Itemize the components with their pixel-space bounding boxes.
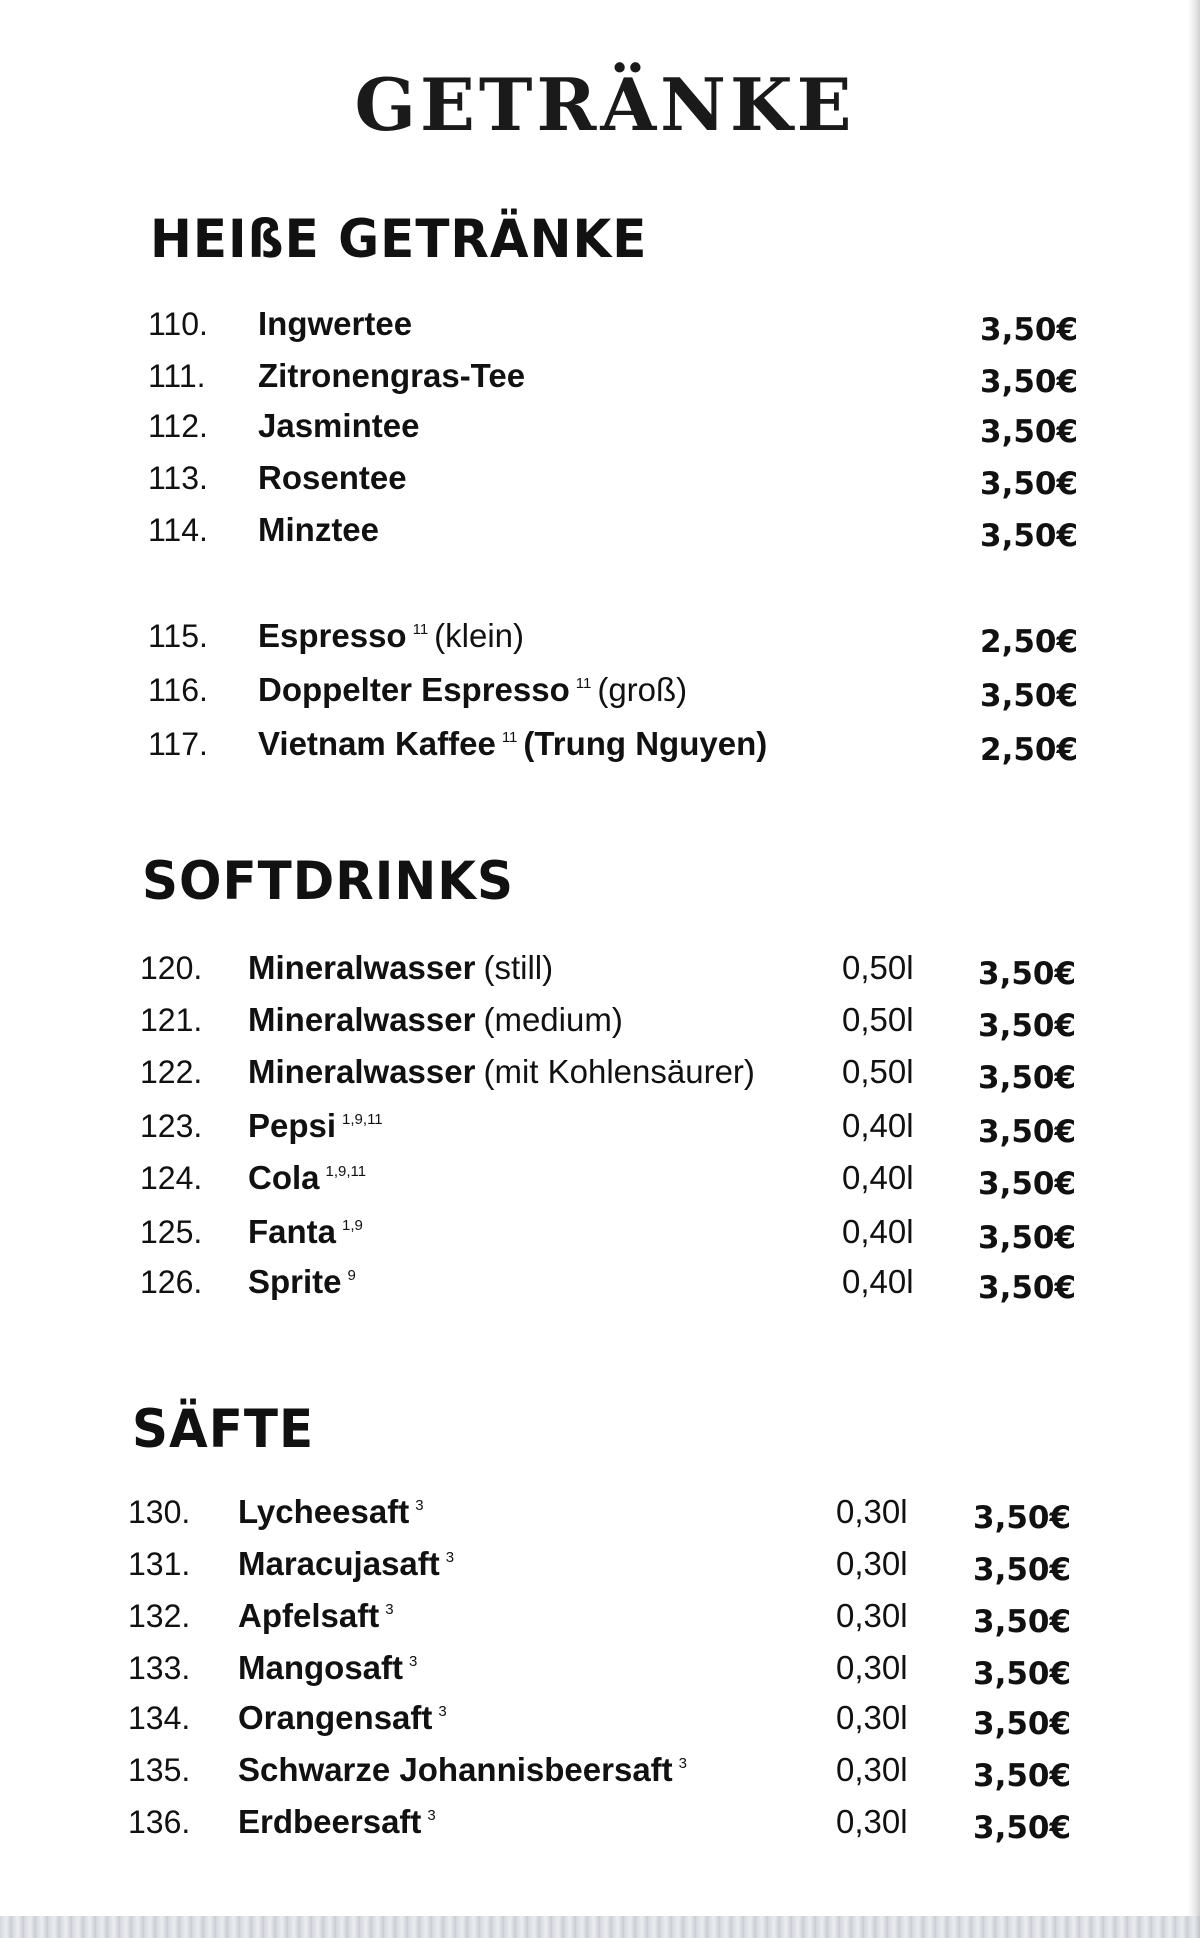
menu-row	[148, 354, 1200, 398]
menu-row	[128, 1696, 1200, 1740]
item-name-group	[238, 1696, 453, 1740]
allergen-note: 1,9,11	[342, 1111, 383, 1128]
item-name-group	[258, 404, 419, 448]
allergen-note: 3	[427, 1807, 436, 1824]
item-price: 3,50€	[978, 1060, 1077, 1096]
item-name: Apfelsaft	[238, 1597, 380, 1634]
item-volume: 0,40l	[842, 1213, 914, 1250]
item-number: 125.	[140, 1214, 203, 1250]
item-volume: 0,30l	[836, 1699, 908, 1736]
item-price: 3,50€	[980, 414, 1079, 450]
item-price: 3,50€	[978, 1114, 1077, 1150]
menu-row	[148, 302, 1200, 346]
item-price: 2,50€	[980, 624, 1079, 660]
item-name-group	[238, 1594, 400, 1638]
item-volume: 0,50l	[842, 1053, 914, 1090]
item-number: 110.	[148, 306, 208, 342]
item-name: Zitronengras-Tee	[258, 357, 526, 394]
allergen-note: 3	[678, 1755, 687, 1772]
item-name: Mineralwasser	[248, 949, 476, 986]
menu-row	[140, 1210, 1200, 1254]
menu-row	[148, 614, 1200, 658]
item-name-group	[258, 508, 379, 552]
item-volume: 0,30l	[836, 1493, 908, 1530]
menu-row	[148, 668, 1200, 712]
item-number: 135.	[128, 1752, 191, 1788]
allergen-note: 1,9	[342, 1217, 363, 1234]
item-name: Cola	[248, 1159, 320, 1196]
item-name-group	[248, 998, 623, 1042]
item-price: 3,50€	[973, 1604, 1072, 1640]
item-name-group	[258, 722, 767, 766]
item-price: 3,50€	[978, 956, 1077, 992]
item-note: (groß)	[597, 671, 688, 708]
item-number: 115.	[148, 618, 208, 654]
allergen-note: 3	[445, 1549, 455, 1566]
item-name-group	[248, 1260, 362, 1304]
item-name: Espresso	[258, 617, 407, 654]
item-name: Lycheesaft	[238, 1493, 410, 1530]
item-name-group	[258, 614, 524, 658]
item-name: Mineralwasser	[248, 1001, 476, 1038]
item-name-group	[258, 456, 407, 500]
item-name-group	[248, 1156, 372, 1200]
item-price: 3,50€	[980, 466, 1079, 502]
item-name: Ingwertee	[258, 305, 413, 342]
item-name: Schwarze Johannisbeersaft	[238, 1751, 673, 1788]
item-name: Mineralwasser	[248, 1053, 476, 1090]
item-note: (Trung Nguyen)	[523, 725, 768, 762]
item-name: Erdbeersaft	[238, 1803, 422, 1840]
menu-row	[140, 1050, 1200, 1094]
item-name: Minztee	[258, 511, 380, 548]
item-number: 121.	[140, 1002, 203, 1038]
section-title-softdrinks: SOFTDRINKS	[142, 850, 514, 912]
item-number: 130.	[128, 1494, 191, 1530]
item-price: 3,50€	[978, 1166, 1077, 1202]
menu-row	[140, 998, 1200, 1042]
menu-row	[128, 1800, 1200, 1844]
allergen-note: 9	[347, 1267, 356, 1284]
allergen-note: 1,9,11	[325, 1163, 367, 1180]
menu-row	[140, 1156, 1200, 1200]
item-price: 3,50€	[980, 364, 1079, 400]
item-name: Orangensaft	[238, 1699, 433, 1736]
item-note: (medium)	[483, 1001, 623, 1038]
item-note: (still)	[483, 949, 554, 986]
item-number: 117.	[148, 726, 208, 762]
item-note: (mit Kohlensäurer)	[483, 1053, 755, 1090]
item-price: 3,50€	[973, 1656, 1072, 1692]
item-volume: 0,40l	[842, 1263, 914, 1300]
item-volume: 0,30l	[836, 1545, 908, 1582]
section-title-hot-drinks: HEIßE GETRÄNKE	[150, 208, 648, 270]
item-number: 133.	[128, 1650, 191, 1686]
item-volume: 0,30l	[836, 1649, 908, 1686]
item-name: Doppelter Espresso	[258, 671, 570, 708]
item-price: 3,50€	[973, 1758, 1072, 1794]
allergen-note: 3	[438, 1703, 447, 1720]
item-number: 134.	[128, 1700, 191, 1736]
item-price: 3,50€	[980, 518, 1079, 554]
item-name: Fanta	[248, 1213, 337, 1250]
item-number: 114.	[148, 512, 208, 548]
item-name-group	[238, 1490, 430, 1534]
item-name-group	[238, 1646, 423, 1690]
allergen-note: 3	[415, 1497, 424, 1514]
item-name: Maracujasaft	[238, 1545, 440, 1582]
menu-row	[128, 1646, 1200, 1690]
page-title: GETRÄNKE	[354, 62, 856, 147]
menu-row	[148, 508, 1200, 552]
item-volume: 0,50l	[842, 1001, 914, 1038]
item-number: 131.	[128, 1546, 191, 1582]
allergen-note: 3	[409, 1653, 418, 1670]
item-name-group	[258, 354, 525, 398]
menu-row	[140, 1104, 1200, 1148]
menu-row	[140, 946, 1200, 990]
allergen-note: 3	[385, 1601, 394, 1618]
item-number: 126.	[140, 1264, 203, 1300]
item-volume: 0,40l	[842, 1159, 914, 1196]
item-name: Vietnam Kaffee	[258, 725, 496, 762]
allergen-note: 11	[575, 675, 592, 692]
item-name-group	[238, 1800, 442, 1844]
item-number: 122.	[140, 1054, 203, 1090]
item-name-group	[248, 1210, 369, 1254]
item-volume: 0,50l	[842, 949, 914, 986]
section-title-juices: SÄFTE	[132, 1398, 315, 1460]
menu-row	[128, 1748, 1200, 1792]
item-name: Jasmintee	[258, 407, 420, 444]
item-number: 124.	[140, 1160, 203, 1196]
item-name-group	[248, 1050, 755, 1094]
item-name: Sprite	[248, 1263, 342, 1300]
item-number: 116.	[148, 672, 208, 708]
allergen-note: 11	[501, 729, 518, 746]
item-volume: 0,30l	[836, 1803, 908, 1840]
item-name: Pepsi	[248, 1107, 337, 1144]
item-name-group	[238, 1748, 693, 1792]
item-price: 3,50€	[973, 1552, 1072, 1588]
item-number: 123.	[140, 1108, 203, 1144]
item-name-group	[248, 1104, 389, 1148]
menu-row	[128, 1594, 1200, 1638]
item-note: (klein)	[434, 617, 525, 654]
item-price: 3,50€	[973, 1810, 1072, 1846]
menu-row	[128, 1490, 1200, 1534]
item-price: 2,50€	[980, 732, 1079, 768]
item-price: 3,50€	[978, 1220, 1077, 1256]
item-name-group	[258, 302, 412, 346]
item-price: 3,50€	[980, 312, 1079, 348]
menu-row	[148, 722, 1200, 766]
item-number: 113.	[148, 460, 208, 496]
item-volume: 0,30l	[836, 1597, 908, 1634]
item-volume: 0,40l	[842, 1107, 914, 1144]
menu-row	[148, 456, 1200, 500]
item-name: Rosentee	[258, 459, 407, 496]
item-number: 132.	[128, 1598, 191, 1634]
item-price: 3,50€	[973, 1706, 1072, 1742]
item-number: 120.	[140, 950, 203, 986]
binder-strip	[0, 1916, 1200, 1938]
menu-row	[140, 1260, 1200, 1304]
item-volume: 0,30l	[836, 1751, 908, 1788]
item-number: 136.	[128, 1804, 191, 1840]
item-price: 3,50€	[978, 1008, 1077, 1044]
menu-row	[128, 1542, 1200, 1586]
item-price: 3,50€	[973, 1500, 1072, 1536]
item-number: 111.	[148, 358, 206, 394]
item-number: 112.	[148, 408, 208, 444]
item-name: Mangosaft	[238, 1649, 403, 1686]
item-name-group	[238, 1542, 460, 1586]
item-price: 3,50€	[978, 1270, 1077, 1306]
menu-row	[148, 404, 1200, 448]
item-name-group	[248, 946, 553, 990]
item-name-group	[258, 668, 687, 712]
item-price: 3,50€	[980, 678, 1079, 714]
allergen-note: 11	[412, 621, 429, 638]
